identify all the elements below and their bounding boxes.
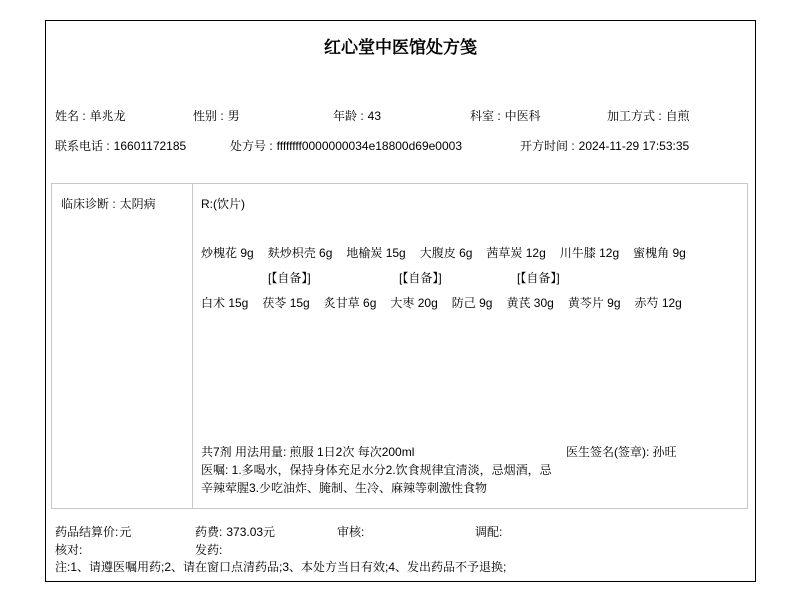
field-value: 373.03元 (226, 525, 276, 539)
field-value: 元 (119, 525, 132, 539)
doctor-signature-label: 医生签名(签章): (566, 445, 650, 459)
herbs-cell (193, 184, 747, 508)
settlement-price-field (55, 524, 131, 540)
field-label: 开方时间 : (520, 139, 575, 153)
prescription-table (51, 183, 748, 509)
self-prepared-marker: [【自备】] (517, 271, 560, 285)
page-title: 红心堂中医馆处方笺 (324, 38, 477, 57)
herb-item: 黄芪 30g (506, 296, 554, 310)
patient-name-field (55, 108, 126, 124)
patient-age-field (333, 108, 381, 124)
field-label: 加工方式 : (607, 109, 662, 123)
patient-department-field (470, 108, 541, 124)
self-prepared-marker-row (201, 270, 800, 286)
field-value: 单兆龙 (89, 109, 126, 123)
herb-list-line-2 (201, 295, 682, 311)
field-value: 中医科 (504, 109, 541, 123)
doctor-name: 孙旺 (652, 445, 677, 459)
field-value: 16601172185 (113, 139, 187, 153)
diagnosis-cell (52, 184, 193, 508)
field-label: 核对: (55, 543, 83, 557)
field-label: 科室 : (470, 109, 501, 123)
herb-list-line-1 (201, 245, 686, 261)
footer-note: 注:1、请遵医嘱用药;2、请在窗口点清药品;3、本处方当日有效;4、发出药品不予退换; (55, 560, 507, 574)
medical-advice-line-2: 辛辣荤腥3.少吃油炸、腌制、生冷、麻辣等刺激性食物 (201, 481, 488, 495)
doctor-signature (566, 444, 677, 460)
field-label: 性别 : (193, 109, 224, 123)
herb-item: 炒槐花 9g (201, 246, 254, 260)
field-value: 2024-11-29 17:53:35 (578, 139, 690, 153)
check-field (55, 542, 86, 558)
field-label: 联系电话 : (55, 139, 110, 153)
field-value: ffffffff0000000034e18800d69e0003 (276, 139, 462, 153)
usage-row (201, 444, 743, 460)
field-label: 发药: (195, 543, 223, 557)
field-label: 临床诊断 : (61, 197, 116, 211)
herb-item: 蜜槐角 9g (633, 246, 686, 260)
herb-item: 炙甘草 6g (323, 296, 377, 310)
herb-item: 茯苓 15g (262, 296, 310, 310)
herb-item: 茜草炭 12g (486, 246, 546, 260)
field-label: 药费: (195, 525, 223, 539)
field-label: 药品结算价: (55, 525, 119, 539)
prescription-number-field (230, 138, 462, 154)
field-label: 姓名 : (55, 109, 86, 123)
prescription-outer-border (45, 20, 756, 582)
field-label: 处方号 : (230, 139, 273, 153)
field-value: 男 (227, 109, 240, 123)
field-value: 43 (367, 109, 382, 123)
herb-item: 大枣 20g (390, 296, 438, 310)
herb-item: 川牛膝 12g (559, 246, 620, 260)
medical-advice-line-1: 医嘱: 1.多喝水，保持身体充足水分2.饮食规律宜清淡，忌烟酒，忌 (201, 463, 552, 477)
patient-gender-field (193, 108, 240, 124)
herb-item: 麸炒枳壳 6g (267, 246, 333, 260)
field-label: 年龄 : (333, 109, 364, 123)
review-field (337, 524, 368, 540)
herb-item: 黄芩片 9g (567, 296, 621, 310)
prescription-time-field (520, 138, 689, 154)
settlement-row-1 (46, 524, 755, 540)
herb-item: 地榆炭 15g (346, 246, 406, 260)
diagnosis-field (61, 196, 156, 212)
field-label: 审核: (337, 525, 365, 539)
rx-header: R:(饮片) (201, 197, 245, 211)
dosage-summary: 共7剂 用法用量: 煎服 1日2次 每次200ml (201, 445, 415, 459)
field-value: 太阴病 (119, 197, 156, 211)
dispense-prepare-field (475, 524, 506, 540)
patient-info-row-1 (46, 108, 755, 124)
dispense-field (195, 542, 226, 558)
self-prepared-marker: [【自备】] (399, 271, 442, 285)
herb-item: 大腹皮 6g (419, 246, 473, 260)
patient-info-row-2 (46, 138, 755, 154)
settlement-row-2 (46, 542, 755, 558)
medicine-fee-field (195, 524, 275, 540)
herb-item: 白术 15g (201, 296, 249, 310)
self-prepared-marker: [【自备】] (268, 271, 311, 285)
field-label: 调配: (475, 525, 503, 539)
herb-item: 防己 9g (451, 296, 493, 310)
herb-item: 赤芍 12g (634, 296, 682, 310)
phone-field (55, 138, 186, 154)
field-value: 自煎 (665, 109, 690, 123)
processing-method-field (607, 108, 690, 124)
